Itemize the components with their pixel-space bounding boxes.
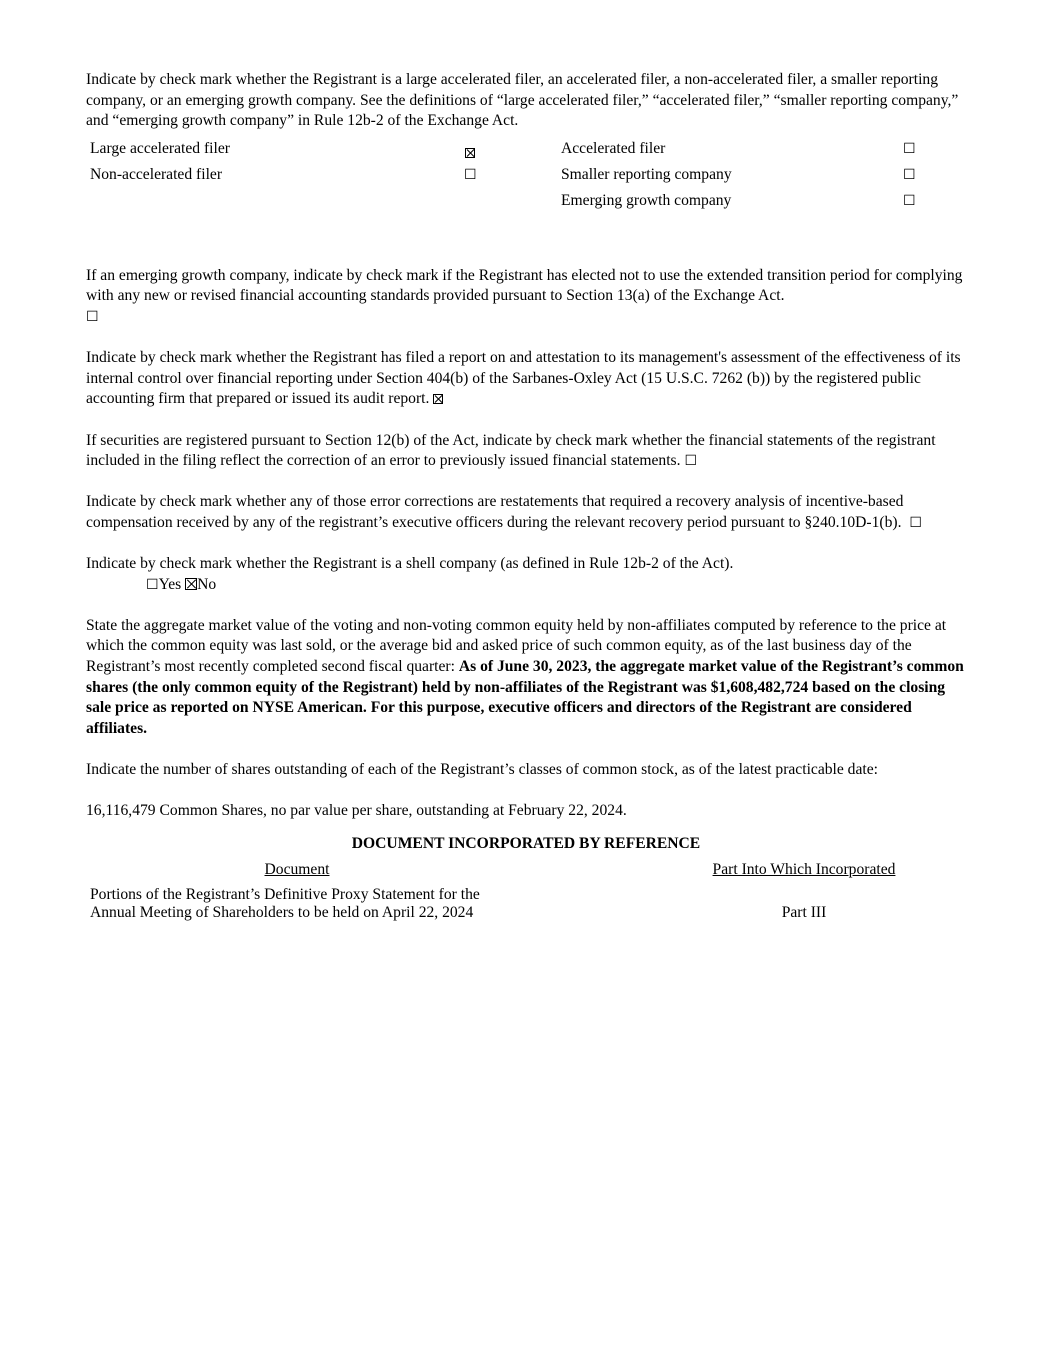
error-correction-checkbox[interactable]: ☐ bbox=[684, 453, 697, 470]
checked-box-icon bbox=[465, 148, 475, 158]
non-accelerated-filer-label: Non-accelerated filer bbox=[90, 165, 223, 183]
shell-company-options bbox=[86, 575, 966, 596]
incorporated-part-cell: Part III bbox=[781, 904, 827, 922]
large-accelerated-filer-checkbox[interactable] bbox=[465, 143, 475, 164]
error-correction-text: If securities are registered pursuant to Section 12(b) of the Act, indicate by check mark whether the financial statements of the registrant included in the filing reflect the correction of an error to previously issued financial statements. bbox=[86, 431, 936, 470]
incorporated-by-reference-table bbox=[86, 860, 966, 948]
smaller-reporting-company-checkbox[interactable]: ☐ bbox=[903, 166, 916, 183]
filer-status-intro: Indicate by check mark whether the Registrant is a large accelerated filer, an accelerated filer, a non-accelerated filer, a smaller reporting company, or an emerging growth company. See the definitions of “large accelerated filer,” “accelerated filer,” “smaller reporting company,” and “emerging growth company” in Rule 12b-2 of the Exchange Act. bbox=[86, 71, 959, 130]
shell-company-no-checkbox[interactable] bbox=[185, 578, 197, 590]
emerging-growth-election-text: If an emerging growth company, indicate by check mark if the Registrant has elected not to use the extended transition period for complying with any new or revised financial accounting standards provided pursuant to Section 13(a) of the Exchange Act. bbox=[86, 266, 963, 305]
shell-company-yes-checkbox[interactable]: ☐ bbox=[146, 576, 159, 593]
emerging-growth-election bbox=[86, 266, 966, 328]
shares-outstanding-value: 16,116,479 Common Shares, no par value per share, outstanding at February 22, 2024. bbox=[86, 802, 627, 820]
icfr-attestation-text: Indicate by check mark whether the Registrant has filed a report on and attestation to its management's assessment of the effectiveness of its internal control over financial reporting under Section 404(b) of the Sarbanes-Oxley Act (15 U.S.C. 7262 (b)) by the registered public accounting firm that prepared or issued its audit report. bbox=[86, 349, 961, 408]
emerging-growth-company-checkbox[interactable]: ☐ bbox=[903, 192, 916, 209]
restatement-recovery-text: Indicate by check mark whether any of those error corrections are restatements that required a recovery analysis of incentive-based compensation received by any of the registrant’s executive officers during the relevant recovery period pursuant to §240.10D-1(b). bbox=[86, 493, 904, 531]
shell-company-no-label: No bbox=[197, 575, 217, 593]
non-accelerated-filer-checkbox[interactable]: ☐ bbox=[464, 166, 477, 183]
icfr-attestation bbox=[86, 348, 966, 410]
filer-status-table bbox=[86, 139, 966, 231]
shell-company bbox=[86, 554, 966, 595]
emerging-growth-election-checkbox[interactable]: ☐ bbox=[86, 308, 99, 325]
aggregate-market-value bbox=[86, 616, 966, 740]
large-accelerated-filer-label: Large accelerated filer bbox=[90, 139, 230, 157]
column-header-part: Part Into Which Incorporated bbox=[712, 861, 896, 879]
accelerated-filer-checkbox[interactable]: ☐ bbox=[903, 140, 916, 157]
shell-company-text: Indicate by check mark whether the Registrant is a shell company (as defined in Rule 12b-2 of the Act). bbox=[86, 555, 734, 573]
document-page bbox=[86, 70, 966, 948]
accelerated-filer-label: Accelerated filer bbox=[561, 139, 666, 157]
emerging-growth-company-label: Emerging growth company bbox=[561, 191, 732, 209]
incorporated-document-cell: Portions of the Registrant’s Definitive Proxy Statement for the Annual Meeting of Shareholders to be held on April 22, 2024 bbox=[90, 886, 480, 921]
aggregate-market-value-text: State the aggregate market value of the voting and non-voting common equity held by non-affiliates computed by reference to the price at which the common equity was last sold, or the average bid and asked price of such common equity, as of the last business day of the Registrant’s most recently completed second fiscal quarter: bbox=[86, 616, 947, 676]
smaller-reporting-company-label: Smaller reporting company bbox=[561, 165, 732, 183]
error-correction bbox=[86, 431, 966, 472]
shares-outstanding-intro: Indicate the number of shares outstanding of each of the Registrant’s classes of common stock, as of the latest practicable date: bbox=[86, 761, 878, 779]
table-row bbox=[86, 886, 966, 948]
restatement-recovery bbox=[86, 492, 966, 533]
icfr-attestation-checkbox[interactable] bbox=[433, 394, 443, 404]
restatement-recovery-checkbox[interactable]: ☐ bbox=[909, 514, 922, 531]
incorporated-by-reference-heading: DOCUMENT INCORPORATED BY REFERENCE bbox=[351, 834, 701, 852]
aggregate-market-value-statement: As of June 30, 2023, the aggregate market value of the Registrant’s common shares (the only common equity of the Registrant) held by non-affiliates of the Registrant was $1,608,482,724 based on the closing sale price as reported on NYSE American. For this purpose, executive officers and directors of the Registrant are considered affiliates. bbox=[86, 658, 964, 737]
shell-company-yes-label: Yes bbox=[158, 575, 182, 593]
column-header-document: Document bbox=[264, 861, 330, 879]
incorporated-table-header bbox=[86, 860, 966, 884]
